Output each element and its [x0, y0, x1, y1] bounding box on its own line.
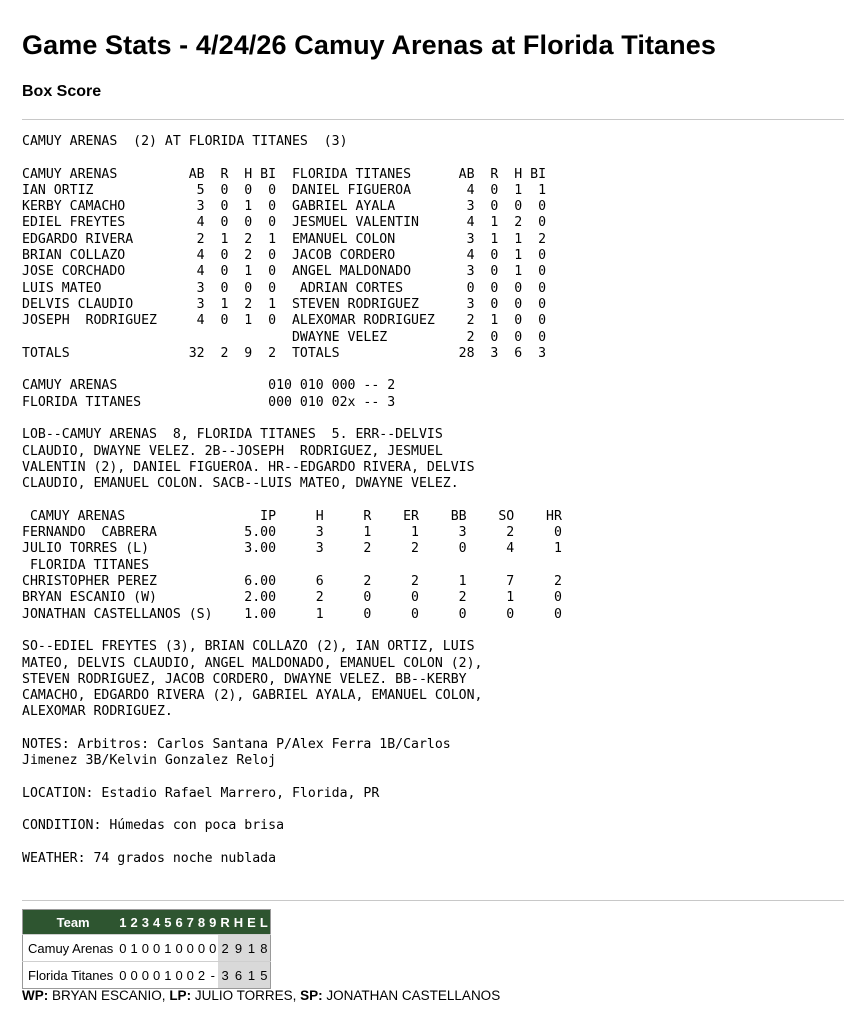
total-hits: 9	[232, 935, 245, 962]
inning-score: -	[207, 962, 218, 989]
total-runs: 2	[218, 935, 231, 962]
header-runs: R	[218, 910, 231, 935]
header-inning-6: 6	[173, 910, 184, 935]
inning-score: 2	[196, 962, 207, 989]
lp-label: LP:	[169, 988, 192, 1003]
section-title: Box Score	[22, 83, 102, 100]
divider-top	[22, 119, 844, 120]
header-inning-2: 2	[129, 910, 140, 935]
total-errors: 1	[245, 935, 258, 962]
total-lob: 8	[258, 935, 270, 962]
inning-score: 0	[117, 962, 128, 989]
total-hits: 6	[232, 962, 245, 989]
inning-score: 0	[140, 935, 151, 962]
box-score-text: CAMUY ARENAS (2) AT FLORIDA TITANES (3) CAMUY ARENAS AB R H BI FLORIDA TITANES AB R H BI IAN ORTIZ 5 0 0 0 DANIEL FIGUEROA 4 0 1 1 KERBY CAMACHO 3 0 1 0 GABRIEL AYALA 3 0 0 0 EDIEL FREYTES 4 0 0 0 JESMUEL VALENTIN 4 1 2 0 EDGARDO RIVERA 2 1 2 1 EMANUEL COLON 3 1 1 2 BRIAN COLLAZO 4 0 2 0 JACOB CORDERO 4 0 1 0 JOSE CORCHADO 4 0 1 0 ANGEL MALDONADO 3 0 1 0 LUIS MATEO 3 0 0 0 ADRIAN CORTES 0 0 0 0 DELVIS CLAUDIO 3 1 2 1 STEVEN RODRIGUEZ 3 0 0 0 JOSEPH RODRIGUEZ 4 0 1 0 ALEXOMAR RODRIGUEZ 2 1 0 0 DWAYNE VELEZ 2 0 0 0 TOTALS 32 2 9 2 TOTALS 28 3 6 3 CAMUY ARENAS 010 010 000 -- 2 FLORIDA TITANES 000 010 02x -- 3 LOB--CAMUY ARENAS 8, FLORIDA TITANES 5. ERR--DELVIS CLAUDIO, DWAYNE VELEZ. 2B--JOSEPH RODRIGUEZ, JESMUEL VALENTIN (2), DANIEL FIGUEROA. HR--EDGARDO RIVERA, DELVIS CLAUDIO, EMANUEL COLON. SACB--LUIS MATEO, DWAYNE VELEZ. CAMUY ARENAS IP H R ER BB SO HR FERNANDO CABRERA 5.00 3 1 1 3 2 0 JULIO TORRES (L) 3.00 3 2 2 0 4 1 FLORIDA TITANES CHRISTOPHER PEREZ 6.00 6 2 2 1 7 2 BRYAN ESCANIO (W) 2.00 2 0 0 2 1 0 JONATHAN CASTELLANOS (S) 1.00 1 0 0 0 0 0 SO--EDIEL FREYTES (3), BRIAN COLLAZO (2), IAN ORTIZ, LUIS MATEO, DELVIS CLAUDIO, ANGEL MALDONADO, EMANUEL COLON (2), STEVEN RODRIGUEZ, JACOB CORDERO, DWAYNE VELEZ. BB--KERBY CAMACHO, EDGARDO RIVERA (2), GABRIEL AYALA, EMANUEL COLON, ALEXOMAR RODRIGUEZ. NOTES: Arbitros: Carlos Santana P/Alex Ferra 1B/Carlos Jimenez 3B/Kelvin Gonzalez Reloj LOCATION: Estadio Rafael Marrero, Florida, PR CONDITION: Húmedas con poca brisa WEATHER: 74 grados noche nublada	[22, 134, 562, 867]
page-title: Game Stats - 4/24/26 Camuy Arenas at Florida Titanes	[22, 30, 716, 60]
header-inning-3: 3	[140, 910, 151, 935]
losing-pitcher: JULIO TORRES	[194, 988, 293, 1003]
linescore-header-row	[23, 910, 271, 935]
header-inning-8: 8	[196, 910, 207, 935]
header-inning-9: 9	[207, 910, 218, 935]
inning-score: 0	[129, 962, 140, 989]
inning-score: 0	[151, 962, 162, 989]
inning-score: 0	[173, 962, 184, 989]
inning-score: 0	[173, 935, 184, 962]
total-errors: 1	[245, 962, 258, 989]
inning-score: 1	[162, 962, 173, 989]
total-runs: 3	[218, 962, 231, 989]
inning-score: 0	[151, 935, 162, 962]
save-pitcher: JONATHAN CASTELLANOS	[326, 988, 501, 1003]
total-lob: 5	[258, 962, 270, 989]
header-lob: L	[258, 910, 270, 935]
inning-score: 0	[185, 935, 196, 962]
winning-pitcher: BRYAN ESCANIO	[52, 988, 162, 1003]
inning-score: 0	[117, 935, 128, 962]
header-inning-4: 4	[151, 910, 162, 935]
inning-score: 1	[129, 935, 140, 962]
inning-score: 0	[185, 962, 196, 989]
wp-label: WP:	[22, 988, 49, 1003]
header-inning-5: 5	[162, 910, 173, 935]
header-inning-1: 1	[117, 910, 128, 935]
sp-label: SP:	[300, 988, 323, 1003]
team-name: Florida Titanes	[23, 962, 118, 989]
header-inning-7: 7	[185, 910, 196, 935]
inning-score: 1	[162, 935, 173, 962]
linescore-row-home	[23, 962, 271, 989]
header-hits: H	[232, 910, 245, 935]
linescore-table	[22, 909, 271, 989]
inning-score: 0	[140, 962, 151, 989]
header-errors: E	[245, 910, 258, 935]
inning-score: 0	[207, 935, 218, 962]
pitching-decisions: WP: BRYAN ESCANIO, LP: JULIO TORRES, SP: JONATHAN CASTELLANOS	[22, 988, 501, 1003]
team-name: Camuy Arenas	[23, 935, 118, 962]
divider-bottom	[22, 900, 844, 901]
header-team: Team	[23, 910, 118, 935]
linescore-row-away	[23, 935, 271, 962]
inning-score: 0	[196, 935, 207, 962]
